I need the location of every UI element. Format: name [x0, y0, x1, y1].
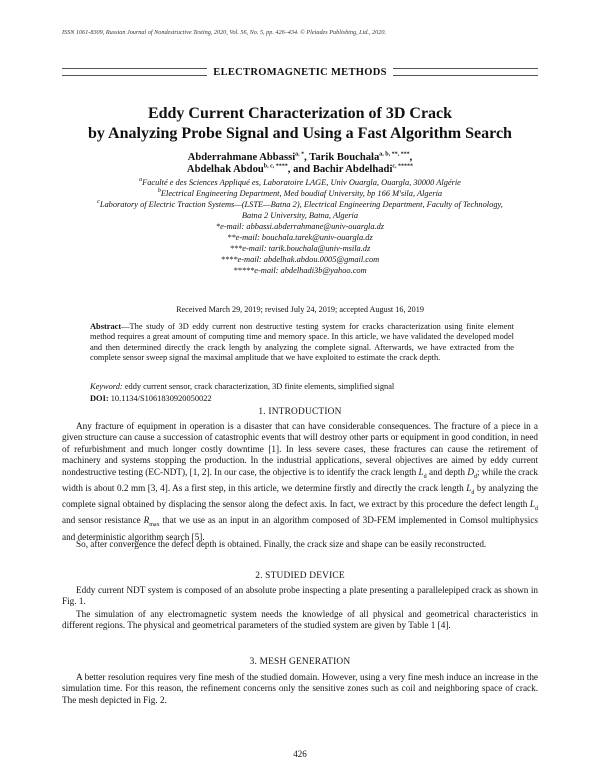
var-D: D: [467, 466, 474, 477]
var-sub: max: [149, 522, 160, 529]
section-heading-mesh-generation: 3. MESH GENERATION: [249, 657, 351, 667]
doi: [90, 393, 514, 404]
banner-rule-left: [62, 68, 207, 76]
affiliation-text: Electrical Engineering Department, Med boudiaf University, bp 166 M'sila, Algeria: [160, 189, 443, 198]
email-3: ***e-mail: tarik.bouchala@univ-msila.dz: [229, 244, 371, 253]
author-line-2: [40, 164, 560, 176]
text-run: by analyzing the complete signal obtained by displacing the sensor along the defect axis. In fact, we extract by this procedure the defect length: [62, 482, 538, 510]
var-L: L: [466, 482, 472, 493]
device-paragraph-1: Eddy current NDT system is composed of an absolute probe inspecting a plate presenting a parallelepiped crack as shown in Fig. 1.: [62, 585, 538, 607]
keywords: [90, 381, 514, 392]
section-heading-introduction: 1. INTRODUCTION: [258, 407, 342, 417]
text-run: that we use as an input in an algorithm composed of 3D-FEM implemented in Comsol multiphysics and deterministic algorithm search [5].: [62, 515, 538, 542]
var-sub: d: [423, 473, 427, 480]
var-sub: d: [471, 489, 475, 496]
author-marks: c, *****: [392, 163, 414, 170]
abstract-text: —The study of 3D eddy current non destructive testing system for cracks characterization using finite element method requires a great amount of computing time and memory space. In this article, we have validated the developed model and then determined directly the crack length by analyzing the complete signal. Afterwards, we have extracted from the complete sensor sweep signal the maximal amplitude that we have exploited to estimate the crack depth.: [90, 322, 514, 363]
journal-citation-line: ISSN 1061-8309, Russian Journal of Nondestructive Testing, 2020, Vol. 56, No. 5, pp. 426–434. © Pleiades Publishing, Ltd., 2020.: [62, 29, 386, 36]
received-dates: Received March 29, 2019; revised July 24, 2019; accepted August 16, 2019: [176, 305, 424, 314]
author-marks: b, c, ****: [263, 163, 288, 170]
banner-rule-right: [393, 68, 538, 76]
text-run: ; while the crack width is about 0.2 mm [3, 4]. As a first step, in this article, we determine firstly and directly the crack length: [62, 466, 538, 493]
title-line-1: Eddy Current Characterization of 3D Crack: [147, 105, 453, 122]
page-number: 426: [293, 749, 307, 759]
mesh-paragraph-1: A better resolution requires very fine mesh of the studied domain. However, using a very fine mesh induce an increase in the simulation time. For this reason, the refinement concerns only the sensitive zones such as coil and neighboring space of crack. The mesh depicted in Fig. 2.: [62, 672, 538, 705]
var-sub: d: [473, 473, 477, 480]
affiliation-a: [52, 177, 548, 188]
affiliation-mark: b: [157, 188, 161, 195]
affiliation-text: Faculté e des Sciences Appliqué es, Laboratoire LAGE, Univ Ouargla, Ouargla, 30000 Algérie: [142, 178, 461, 187]
intro-paragraph-1: [62, 421, 538, 543]
doi-label: DOI:: [90, 394, 109, 403]
intro-paragraph-2: So, after convergence the defect depth is obtained. Finally, the crack size and shape can be easily reconstructed.: [76, 539, 487, 549]
author-name: Tarik Bouchala: [309, 152, 380, 163]
author-separator: , and: [287, 164, 313, 175]
email-5: *****e-mail: abdelhadi3b@yahoo.com: [233, 266, 367, 275]
email-1: *e-mail: abbassi.abderrahmane@univ-ouargla.dz: [215, 222, 385, 231]
var-R: R: [143, 515, 150, 526]
abstract: [90, 322, 514, 364]
author-name: Abdelhak Abdou: [186, 164, 264, 175]
keywords-text: eddy current sensor, crack characterization, 3D finite elements, simplified signal: [122, 382, 395, 391]
affiliation-mark: a: [139, 177, 143, 184]
var-L: L: [418, 466, 424, 477]
abstract-label: Abstract: [90, 322, 122, 331]
affiliations: [52, 177, 548, 276]
device-paragraph-2: The simulation of any electromagnetic system needs the knowledge of all physical and geometrical characteristics in different regions. The physical and geometrical parameters of the studied system are given by Table 1 [4].: [62, 609, 538, 631]
author-line-1: [40, 152, 560, 164]
author-list: [40, 152, 560, 176]
author-separator: ,: [304, 152, 310, 163]
doi-text: 10.1134/S1061830920050022: [108, 394, 212, 403]
text-run: Any fracture of equipment in operation is a disaster that can have considerable consequences. The fracture of a piece in a given structure can cause a succession of catastrophic events that will destroy other parts or equipment in good condition, in need of refurbishment and much longer costly downtime [1]. In less severe cases, these fractures can cause the retirement of machinery and systems stopping the production. In the industrial applications, several objectives are aimed by eddy current nondestructive testing (EC-NDT), [1, 2]. In our case, the objective is to identify the crack length: [62, 421, 538, 477]
section-heading-studied-device: 2. STUDIED DEVICE: [255, 571, 345, 581]
author-marks: a, *: [295, 151, 305, 158]
section-banner: [62, 65, 538, 79]
text-run: and depth: [426, 466, 468, 477]
author-separator: ,: [409, 152, 413, 163]
email-4: ****e-mail: abdelhak.abdou.0005@gmail.com: [220, 255, 380, 264]
affiliation-c-cont: Batna 2 University, Batna, Algeria: [241, 211, 359, 220]
title-line-2: by Analyzing Probe Signal and Using a Fast Algorithm Search: [88, 125, 512, 142]
banner-text: ELECTROMAGNETIC METHODS: [213, 66, 387, 78]
affiliation-text: Laboratory of Electric Traction Systems—(LSTE—Batna 2), Electrical Engineering Department, Faculty of Technology,: [99, 200, 503, 209]
affiliation-mark: c: [97, 199, 100, 206]
author-marks: a, b, **, ***: [379, 151, 410, 158]
author-name: Abderrahmane Abbassi: [187, 152, 296, 163]
affiliation-c: [52, 199, 548, 210]
text-run: and sensor resistance: [62, 515, 144, 526]
email-2: **e-mail: bouchala.tarek@univ-ouargla.dz: [227, 233, 373, 242]
var-L: L: [529, 499, 535, 510]
keywords-label: Keyword:: [90, 382, 123, 391]
author-name: Bachir Abdelhadi: [312, 164, 393, 175]
paper-title: [40, 104, 560, 144]
affiliation-b: [52, 188, 548, 199]
var-sub: d: [535, 505, 538, 512]
